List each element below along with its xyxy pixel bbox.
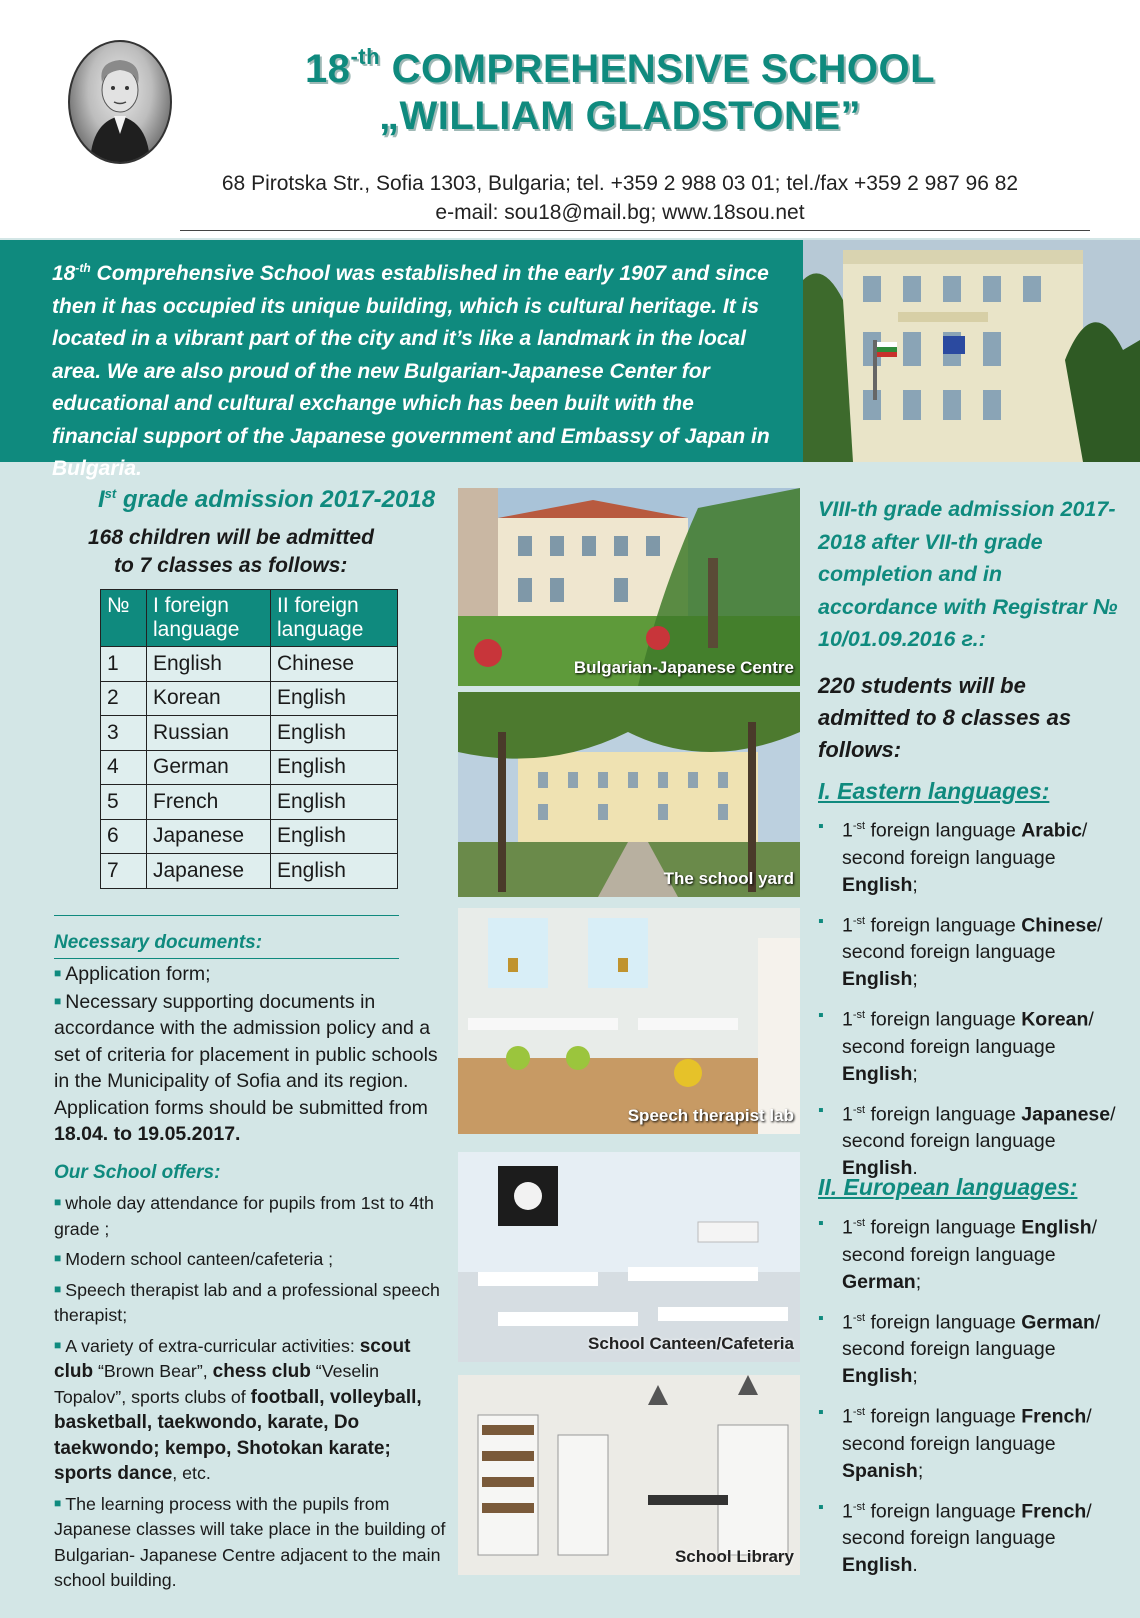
photo-caption: School Canteen/Cafeteria [588,1334,794,1353]
page-title: $18^{-th}$ COMPREHENSIVE SCHOOL [304,44,936,91]
table-row [101,716,398,751]
eighth-grade-heading: VIII-th grade admission 2017-2018 after VII-th grade completion and in accordance with Registrar № 10/01.09.2016 г.: [818,497,1118,651]
list-item: ▪ $1^{-st}$ foreign language Chinese/ second foreign language English; [818,908,1118,994]
table-cell: 5 [101,785,147,820]
list-item: ■ Necessary supporting documents in accordance with the admission policy and a set of criteria for placement in public schools in the Municipality of Sofia and its region. Application forms should be submitted from 18.04. to 19.05.2017. [54,990,438,1145]
col-number: № [101,590,147,647]
table-cell: English [271,716,398,751]
table-row [101,681,398,716]
list-item: ■ Modern school canteen/cafeteria ; [54,1249,334,1269]
photo-school-canteen [458,1152,800,1362]
list-item: ▪ $1^{-st}$ foreign language English/ second foreign language German; [818,1210,1118,1296]
table-header-row [101,590,398,647]
list-item: ■ A variety of extra-curricular activities: scout club “Brown Bear”, chess club “Veselin Topalov”, sports clubs of football, volleyball, basketball, taekwondo, karate, Do taekwondo; kempo, Shotokan karate; sports dance, etc. [54,1335,422,1484]
col-first-language: I foreign language [147,590,271,647]
address: 68 Pirotska Str., Sofia 1303, Bulgaria; tel. +359 2 988 03 01; tel./fax +359 2 987 96 82 [221,172,1019,195]
photo-caption: The school yard [663,869,794,888]
table-row [101,854,398,889]
list-item: ▪ $1^{-st}$ foreign language French/ second foreign language English. [818,1494,1118,1580]
divider [54,915,399,916]
list-item: ■ whole day attendance for pupils from 1st to 4th grade ; [54,1193,434,1239]
first-grade-line2: to 7 classes as follows: [114,554,348,577]
table-row [101,647,398,682]
header [0,0,1140,238]
documents-heading: Necessary documents: [54,932,263,953]
eighth-grade-admitted: 220 students will be admitted to 8 classes as follows: [818,673,1072,762]
table-row [101,785,398,820]
contact-line: e-mail: sou18@mail.bg; www.18sou.net [435,201,805,224]
list-item: ▪ $1^{-st}$ foreign language German/ second foreign language English; [818,1305,1118,1391]
table-cell: English [271,681,398,716]
european-languages-heading: II. European languages: [818,1174,1078,1200]
photo-speech-therapist-lab [458,908,800,1134]
table-cell: 7 [101,854,147,889]
table-cell: Chinese [271,647,398,682]
list-item: ▪ $1^{-st}$ foreign language Arabic/ second foreign language English; [818,813,1118,899]
divider [180,230,1090,231]
table-cell: 1 [101,647,147,682]
table-cell: Japanese [147,819,271,854]
table-cell: German [147,750,271,785]
list-item: ▪ $1^{-st}$ foreign language Japanese/ second foreign language English. [818,1097,1118,1183]
offers-heading: Our School offers: [54,1162,221,1183]
documents-list [54,960,452,1148]
table-cell: Japanese [147,854,271,889]
table-cell: 6 [101,819,147,854]
european-languages-list [818,1210,1118,1588]
table-cell: 2 [101,681,147,716]
list-item: ■ Application form; [54,963,211,985]
table-cell: 3 [101,716,147,751]
photo-caption: Speech therapist lab [627,1106,794,1125]
list-item: ▪ $1^{-st}$ foreign language French/ second foreign language Spanish; [818,1399,1118,1485]
gladstone-portrait [68,40,172,164]
list-item: ■ The learning process with the pupils from Japanese classes will take place in the building of Bulgarian- Japanese Centre adjacent to the main school building. [54,1493,446,1590]
table-cell: French [147,785,271,820]
intro-text: $18^{-th}$ Comprehensive School was established in the early 1907 and since then it has occupied its unique building, which is cultural heritage. It is located in a vibrant part of the city and it’s like a landmark in the local area. We are also proud of the new Bulgarian-Japanese Center for educational and cultural exchange which has been built with the financial support of the Japanese government and Embassy of Japan in Bulgaria. [0,240,803,462]
eastern-languages-list [818,813,1118,1191]
divider [54,958,399,959]
table-cell: Russian [147,716,271,751]
offers-list [54,1190,452,1598]
school-building-photo [803,240,1140,462]
table-cell: English [271,750,398,785]
col-second-language: II foreign language [271,590,398,647]
first-grade-line1: 168 children will be admitted [88,526,374,549]
photo-bulgarian-japanese-centre [458,488,800,686]
photo-caption: Bulgarian-Japanese Centre [573,658,794,677]
table-cell: English [271,819,398,854]
eastern-languages-heading: I. Eastern languages: [818,778,1050,804]
table-row [101,750,398,785]
table-cell: 4 [101,750,147,785]
page-title-line2: „WILLIAM GLADSTONE” [378,94,862,138]
table-cell: Korean [147,681,271,716]
photo-school-yard [458,692,800,897]
table-row [101,819,398,854]
photo-caption: School Library [674,1547,794,1566]
table-cell: English [271,785,398,820]
photo-school-library [458,1375,800,1575]
list-item: ■ Speech therapist lab and a professional speech therapist; [54,1279,440,1325]
first-grade-intro [88,524,388,580]
admission-table [100,589,398,889]
list-item: ▪ $1^{-st}$ foreign language Korean/ second foreign language English; [818,1002,1118,1088]
table-cell: English [271,854,398,889]
first-grade-heading: Ist grade admission 2017-2018 [98,486,436,513]
table-cell: English [147,647,271,682]
